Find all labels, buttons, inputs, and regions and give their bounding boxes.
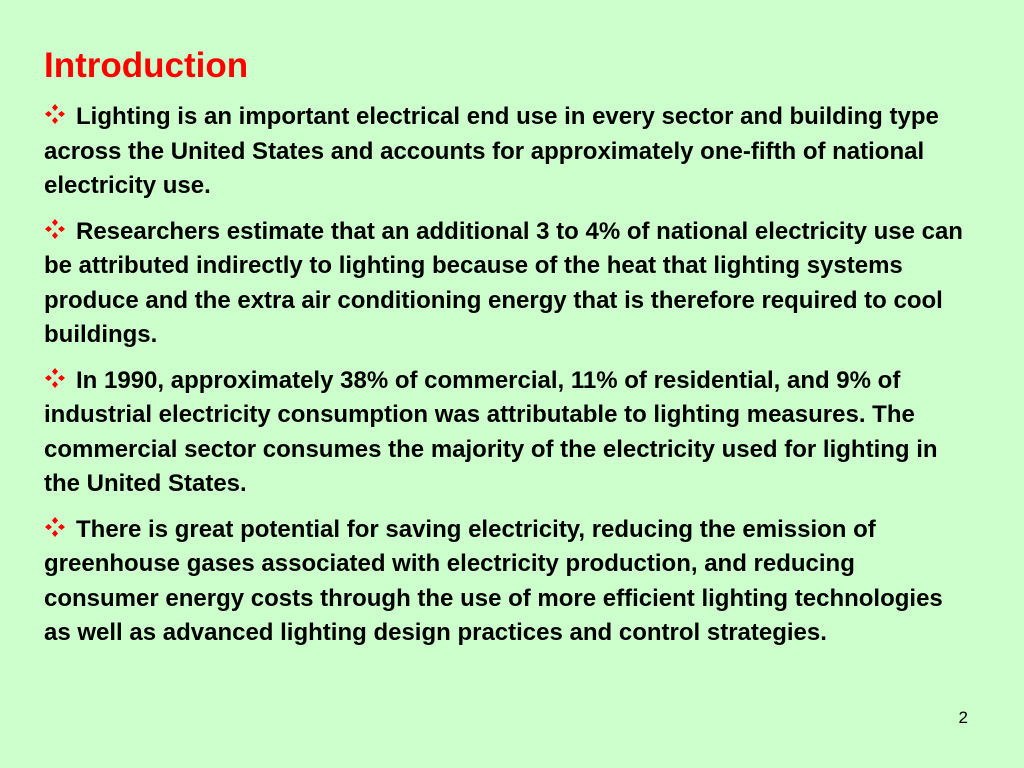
diamond-bullet-icon — [44, 103, 66, 125]
diamond-bullet-icon — [44, 516, 66, 538]
bullet-list — [44, 100, 974, 662]
bullet-item — [44, 513, 974, 651]
diamond-bullet-icon — [44, 218, 66, 240]
slide-title: Introduction — [44, 46, 249, 85]
bullet-text: In 1990, approximately 38% of commercial, 11% of residential, and 9% of industrial electricity consumption was attributable to lighting measures. The commercial sector consumes the majority of the electricity used for lighting in the United States. — [44, 366, 938, 497]
page-number: 2 — [958, 708, 968, 727]
bullet-text: Lighting is an important electrical end use in every sector and building type across the United States and accounts for approximately one-fifth of national electricity use. — [44, 103, 939, 199]
diamond-bullet-icon — [44, 367, 66, 389]
bullet-item — [44, 100, 974, 204]
bullet-item — [44, 364, 974, 502]
bullet-text: Researchers estimate that an additional 3 to 4% of national electricity use can be attributed indirectly to lighting because of the heat that lighting systems produce and the extra air conditioning energy that is therefore required to cool buildings. — [44, 217, 963, 348]
bullet-item — [44, 215, 974, 353]
bullet-text: There is great potential for saving electricity, reducing the emission of greenhouse gases associated with electricity production, and reducing consumer energy costs through the use of more efficient lighting technologies as well as advanced lighting design practices and control strategies. — [44, 515, 943, 646]
